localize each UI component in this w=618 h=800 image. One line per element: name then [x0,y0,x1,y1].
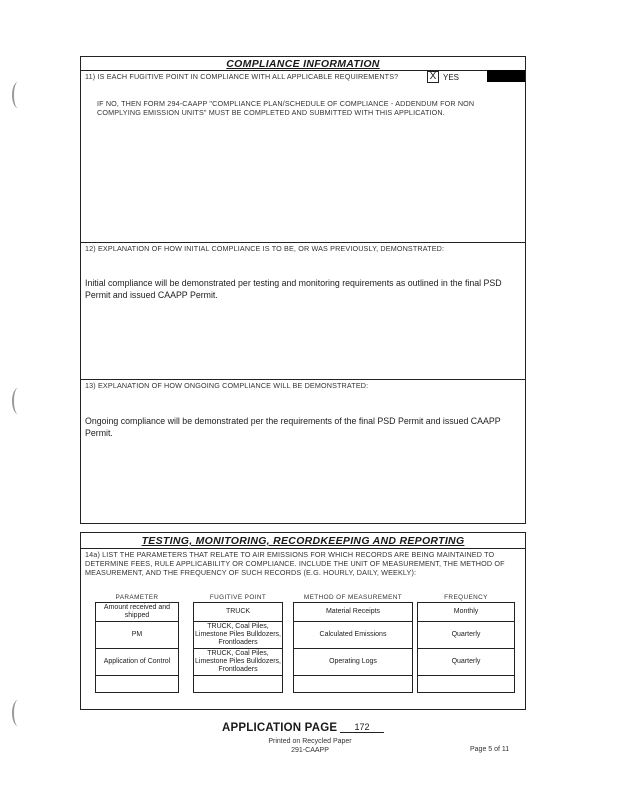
yes-checkbox[interactable] [427,71,439,83]
table-cell-method: Operating Logs [293,648,413,676]
table-cell-parameter: Application of Control [95,648,179,676]
scan-mark [12,388,24,414]
table-cell-fugitive-point [193,675,283,693]
check-mark-icon: X [429,71,437,82]
table-cell-method [293,675,413,693]
table-cell-fugitive-point: TRUCK, Coal Piles, Limestone Piles Bulldozers, Frontloaders [193,648,283,676]
answer-12: Initial compliance will be demonstrated per testing and monitoring requirements as outlined in the final PSD Permit and issued CAAPP Permit. [85,278,502,300]
page-of: Page 5 of 11 [470,746,510,753]
divider [81,548,525,549]
question-14a: 14a) LIST THE PARAMETERS THAT RELATE TO AIR EMISSIONS FOR WHICH RECORDS ARE BEING MAINTAINED TO DETERMINE FEES, RULE APPLICABILITY OR COMPLIANCE. INCLUDE THE UNIT OF MEASUREMENT, THE METHOD OF MEASUREMENT, AND THE FREQUENCY OF SUCH RECORDS (E.G. HOURLY, DAILY, WEEKLY): [85,550,505,577]
compliance-section [80,56,526,524]
column-header-frequency: FREQUENCY [444,594,488,601]
question-12: 12) EXPLANATION OF HOW INITIAL COMPLIANCE IS TO BE, OR WAS PREVIOUSLY, DEMONSTRATED: [85,244,445,253]
printed-note: Printed on Recycled Paper [268,738,352,745]
question-13: 13) EXPLANATION OF HOW ONGOING COMPLIANCE WILL BE DEMONSTRATED: [85,381,369,390]
application-page-number: 172 [340,722,384,733]
non-compliance-note: IF NO, THEN FORM 294-CAAPP "COMPLIANCE PLAN/SCHEDULE OF COMPLIANCE - ADDENDUM FOR NON COMPLYING EMISSION UNITS" MUST BE COMPLETED AND SUBMITTED WITH THIS APPLICATION. [97,99,475,117]
scan-mark [12,82,24,108]
redaction-block [487,70,525,82]
table-cell-frequency: Monthly [417,602,515,622]
column-header-fugitive-point: FUGITIVE POINT [209,594,267,601]
testing-section [80,532,526,710]
table-cell-frequency: Quarterly [417,621,515,649]
divider [81,242,525,243]
divider [81,70,525,71]
table-cell-fugitive-point: TRUCK [193,602,283,622]
form-number: 291-CAAPP [291,747,329,754]
column-header-method: METHOD OF MEASUREMENT [303,594,403,601]
yes-label: YES [443,73,460,82]
column-header-parameter: PARAMETER [115,594,159,601]
table-cell-frequency: Quarterly [417,648,515,676]
table-cell-fugitive-point: TRUCK, Coal Piles, Limestone Piles Bulldozers, Frontloaders [193,621,283,649]
scan-mark [12,700,24,726]
compliance-title: COMPLIANCE INFORMATION [226,58,380,70]
question-11: 11) IS EACH FUGITIVE POINT IN COMPLIANCE WITH ALL APPLICABLE REQUIREMENTS? [85,72,399,81]
table-cell-parameter [95,675,179,693]
table-cell-method: Calculated Emissions [293,621,413,649]
table-cell-parameter: Amount received and shipped [95,602,179,622]
table-cell-frequency [417,675,515,693]
table-cell-parameter: PM [95,621,179,649]
table-cell-method: Material Receipts [293,602,413,622]
divider [81,379,525,380]
answer-13: Ongoing compliance will be demonstrated per the requirements of the final PSD Permit and issued CAAPP Permit. [85,416,501,438]
testing-title: TESTING, MONITORING, RECORDKEEPING AND REPORTING [141,535,465,547]
application-page-label: APPLICATION PAGE [222,722,338,734]
